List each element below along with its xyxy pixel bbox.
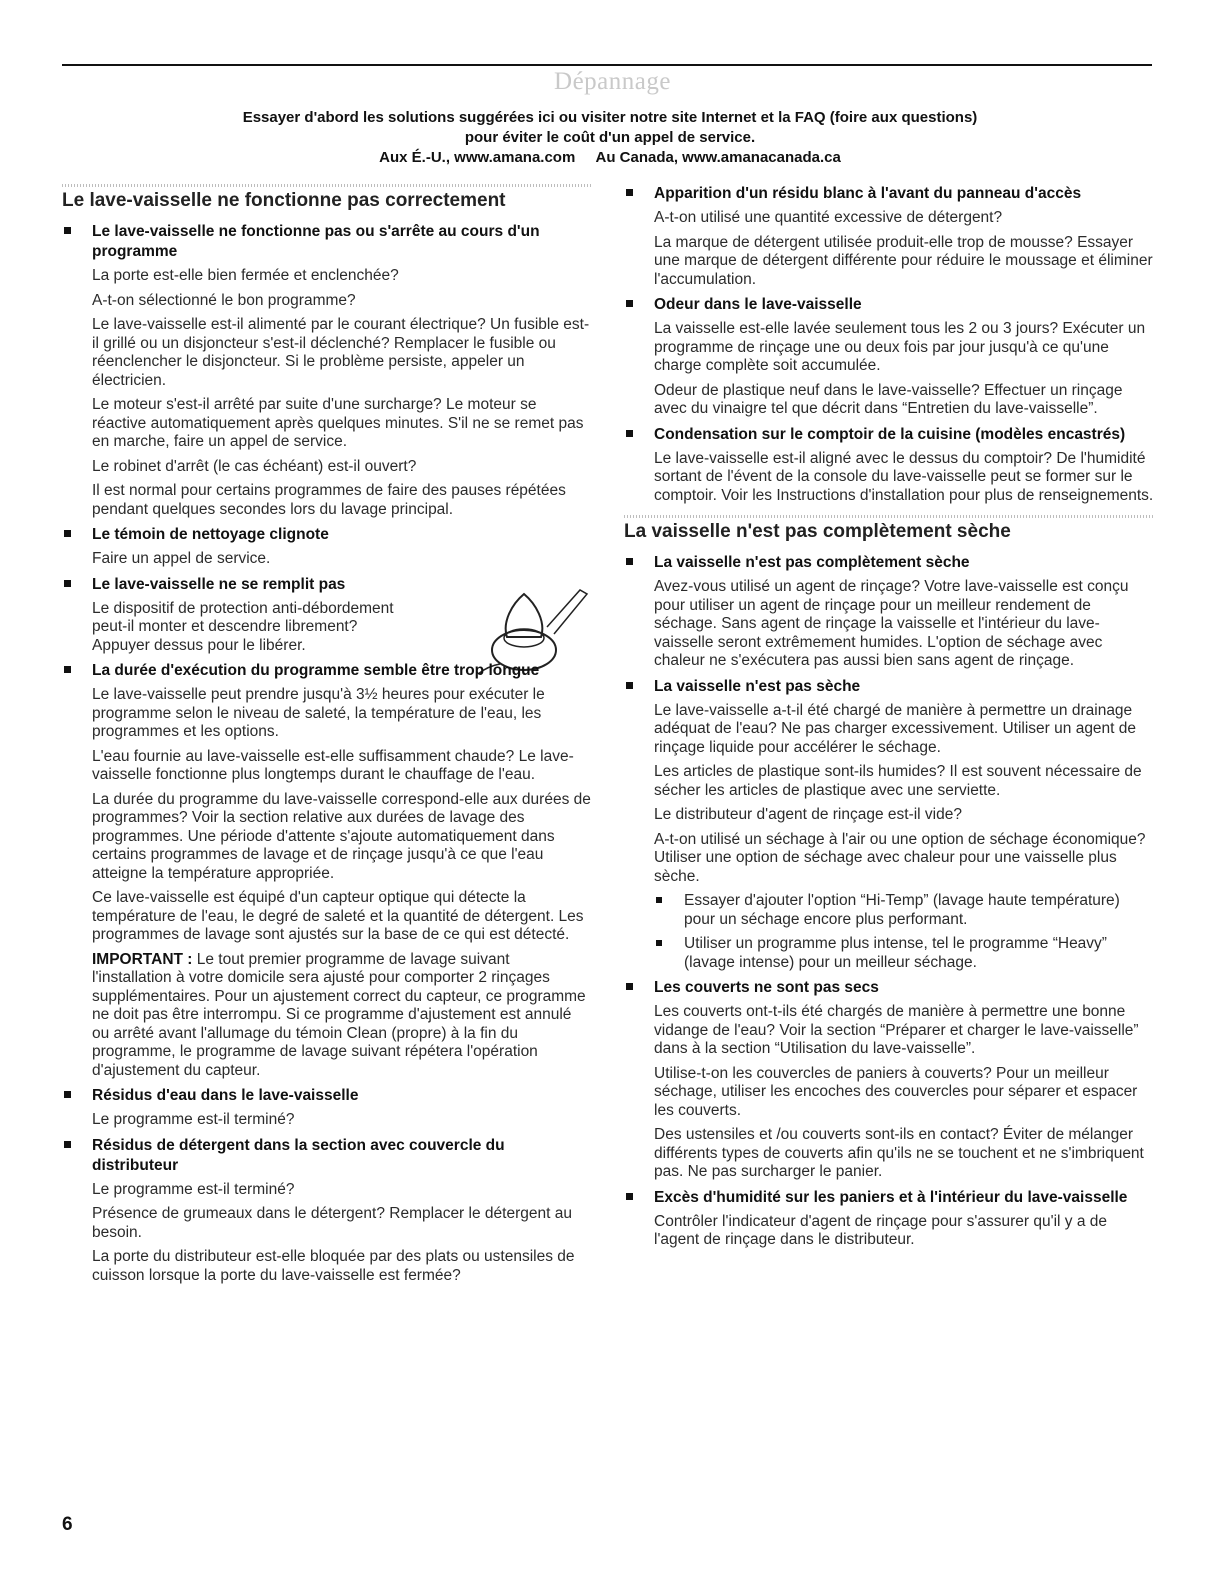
item-text: A-t-on utilisé une quantité excessive de détergent? — [654, 209, 1003, 226]
top-rule — [62, 64, 1152, 66]
list-item — [62, 575, 592, 656]
item-title: Résidus de détergent dans la section avec couvercle du distributeur — [92, 1136, 505, 1174]
intro-urls — [150, 148, 1070, 168]
url-us[interactable]: Aux É.-U., www.amana.com — [379, 149, 576, 166]
item-title: Le lave-vaisselle ne fonctionne pas ou s'arrête au cours d'un programme — [92, 223, 540, 260]
item-title: Les couverts ne sont pas secs — [654, 979, 879, 996]
list-item — [62, 1086, 592, 1130]
item-text: A-t-on sélectionné le bon programme? — [92, 291, 356, 309]
list-item — [62, 525, 592, 569]
square-bullet-icon — [64, 1091, 71, 1098]
item-title: Excès d'humidité sur les paniers et à l'intérieur du lave-vaisselle — [654, 1188, 1128, 1206]
sub-list-item — [654, 935, 1154, 972]
list-item — [624, 184, 1154, 289]
item-text: Le lave-vaisselle est-il alimenté par le courant électrique? Un fusible est-il grillé ou un disjoncteur s'est-il déclenché? Remplacer le fusible ou réenclencher le disjoncteur. Si le problème persiste, appeler un électricien. — [92, 316, 590, 389]
item-text: Le distributeur d'agent de rinçage est-il vide? — [654, 806, 962, 823]
item-title: Le lave-vaisselle ne se remplit pas — [92, 575, 346, 593]
list-item — [624, 553, 1154, 671]
section-divider — [62, 184, 592, 187]
item-text: Le programme est-il terminé? — [92, 1111, 295, 1128]
square-bullet-icon — [626, 1193, 633, 1200]
item-text: Les articles de plastique sont-ils humides? Il est souvent nécessaire de sécher les articles de plastique avec une serviette. — [654, 763, 1142, 799]
square-bullet-icon — [626, 558, 633, 565]
square-bullet-icon — [64, 227, 71, 234]
important-text: Le tout premier programme de lavage suivant l'installation à votre domicile sera ajusté pour comporter 2 rinçages supplémentaires. Pour un ajustement correct du capteur, ce programme ne doit pas être interrompu. Si ce programme d'ajustement est annulé ou arrêté avant l'allumage du témoin Clean (propre) à la fin du programme, le programme de lavage suivant répétera l'opération d'ajustement du capteur. — [92, 950, 586, 1079]
right-column — [624, 184, 1154, 1256]
item-text: La marque de détergent utilisée produit-elle trop de mousse? Essayer une marque de détergent différente pour réduire le moussage et éliminer l'accumulation. — [654, 233, 1153, 288]
square-bullet-icon — [626, 300, 633, 307]
item-text: Utilise-t-on les couvercles de paniers à couverts? Pour un meilleur séchage, utiliser les encoches des couvercles pour séparer et espacer les couverts. — [654, 1064, 1138, 1119]
square-bullet-icon — [64, 580, 71, 587]
list-item — [62, 1136, 592, 1286]
item-title: La vaisselle n'est pas complètement sèche — [654, 554, 970, 571]
item-title: Résidus d'eau dans le lave-vaisselle — [92, 1087, 359, 1104]
item-text: Présence de grumeaux dans le détergent? Remplacer le détergent au besoin. — [92, 1205, 572, 1241]
item-title: Odeur dans le lave-vaisselle — [654, 296, 862, 313]
item-text: Le lave-vaisselle est-il aligné avec le dessus du comptoir? De l'humidité sortant de l'évent de la console du lave-vaisselle peut se former sur le comptoir. Voir les Instructions d'installation pour plus de renseignements. — [654, 449, 1154, 504]
item-text: Faire un appel de service. — [92, 550, 271, 567]
section-title-not-working: Le lave-vaisselle ne fonctionne pas correctement — [62, 190, 506, 211]
item-text: La vaisselle est-elle lavée seulement tous les 2 ou 3 jours? Exécuter un programme de rinçage une ou deux fois par jour jusqu'à ce qu'une charge complète soit accumulée. — [654, 320, 1146, 374]
item-text: Le programme est-il terminé? — [92, 1180, 295, 1198]
square-bullet-icon — [626, 983, 633, 990]
item-text: Le lave-vaisselle peut prendre jusqu'à 3½ heures pour exécuter le programme selon le niveau de saleté, la température de l'eau, les programmes et les options. — [92, 686, 545, 740]
list-item — [62, 661, 592, 1080]
sub-list-item — [654, 892, 1154, 929]
url-ca[interactable]: Au Canada, www.amanacanada.ca — [595, 149, 841, 166]
square-bullet-icon — [626, 682, 633, 689]
section-title-not-dry: La vaisselle n'est pas complètement sèche — [624, 521, 1011, 542]
intro-line-1: Essayer d'abord les solutions suggérées ici ou visiter notre site Internet et la FAQ (foire aux questions) — [242, 109, 978, 126]
item-text: A-t-on utilisé un séchage à l'air ou une option de séchage économique? Utiliser une option de séchage avec chaleur pour une vaisselle plus sèche. — [654, 830, 1146, 885]
left-column — [62, 184, 592, 1291]
item-title: Condensation sur le comptoir de la cuisine (modèles encastrés) — [654, 425, 1126, 443]
square-bullet-icon — [64, 1141, 71, 1148]
list-item — [624, 1188, 1154, 1250]
item-text: Le moteur s'est-il arrêté par suite d'une surcharge? Le moteur se réactive automatiquement après quelques minutes. S'il ne se remet pas en marche, faire un appel de service. — [92, 396, 584, 450]
square-bullet-icon — [626, 189, 633, 196]
item-text: Le dispositif de protection anti-débordement peut-il monter et descendre librement? Appuyer dessus pour le libérer. — [92, 599, 394, 654]
square-bullet-icon — [656, 897, 662, 903]
item-text: Il est normal pour certains programmes de faire des pauses répétées pendant quelques secondes lors du lavage principal. — [92, 482, 566, 518]
square-bullet-icon — [64, 530, 71, 537]
intro-block — [150, 108, 1070, 168]
list-item — [624, 978, 1154, 1182]
square-bullet-icon — [626, 430, 633, 437]
item-text: La durée du programme du lave-vaisselle correspond-elle aux durées de programmes? Voir la section relative aux durées de lavage des programmes. Une période d'attente s'ajoute automatiquement dans certains programmes de lavage et de rinçage jusqu'à ce que l'eau atteigne la température appropriée. — [92, 790, 591, 882]
item-text: La porte est-elle bien fermée et enclenchée? — [92, 267, 399, 284]
item-text: La porte du distributeur est-elle bloquée par des plats ou ustensiles de cuisson lorsque la porte du lave-vaisselle est fermée? — [92, 1248, 575, 1284]
item-title: La durée d'exécution du programme semble être trop longue — [92, 662, 540, 679]
sub-item-text: Utiliser un programme plus intense, tel le programme “Heavy” (lavage intense) pour un meilleur séchage. — [684, 935, 1107, 971]
square-bullet-icon — [64, 666, 71, 673]
list-item — [624, 677, 1154, 973]
section-divider — [624, 515, 1154, 518]
item-text: Avez-vous utilisé un agent de rinçage? Votre lave-vaisselle est conçu pour utiliser un agent de rinçage pour un meilleur rendement de séchage. Sans agent de rinçage la vaisselle et l'intérieur du lave-vaisselle seront extrêmement humides. L'option de séchage avec chaleur ne s'exécutera pas aussi bien sans agent de rinçage. — [654, 578, 1129, 669]
square-bullet-icon — [656, 940, 662, 946]
item-text: Contrôler l'indicateur d'agent de rinçage pour s'assurer qu'il y a de l'agent de rinçage dans le distributeur. — [654, 1212, 1107, 1248]
item-text: L'eau fournie au lave-vaisselle est-elle suffisamment chaude? Le lave-vaisselle fonctionne plus longtemps durant le chauffage de l'eau. — [92, 747, 574, 783]
sub-item-text: Essayer d'ajouter l'option “Hi-Temp” (lavage haute température) pour un séchage encore plus performant. — [684, 892, 1120, 928]
item-text: Ce lave-vaisselle est équipé d'un capteur optique qui détecte la température de l'eau, le degré de saleté et la quantité de détergent. Les programmes de lavage sont ajustés sur la base de ce qui est détecté. — [92, 889, 584, 943]
item-title: Le témoin de nettoyage clignote — [92, 526, 329, 543]
intro-line-2: pour éviter le coût d'un appel de service. — [464, 129, 756, 146]
list-item — [62, 222, 592, 519]
item-text: Les couverts ont-t-ils été chargés de manière à permettre une bonne vidange de l'eau? Voir la section “Préparer et charger le lave-vaisselle” dans à la section “Utilisation du lave-vaisselle”. — [654, 1003, 1139, 1057]
item-text: Des ustensiles et /ou couverts sont-ils en contact? Éviter de mélanger différents types de couverts afin qu'ils ne se touchent et ne s'imbriquent pas. Ne pas surcharger le panier. — [654, 1126, 1144, 1180]
item-title: Apparition d'un résidu blanc à l'avant du panneau d'accès — [654, 185, 1082, 202]
list-item — [624, 425, 1154, 506]
item-text: Le lave-vaisselle a-t-il été chargé de manière à permettre un drainage adéquat de l'eau? Ne pas charger excessivement. Utiliser un agent de rinçage liquide pour accélérer le séchage. — [654, 701, 1137, 756]
item-text-with-figure — [92, 600, 592, 656]
important-label: IMPORTANT : — [92, 950, 193, 968]
list-item — [624, 295, 1154, 419]
page-title: Dépannage — [554, 68, 671, 95]
item-text: Odeur de plastique neuf dans le lave-vaisselle? Effectuer un rinçage avec du vinaigre tel que décrit dans “Entretien du lave-vaisselle”. — [654, 381, 1123, 417]
item-text: Le robinet d'arrêt (le cas échéant) est-il ouvert? — [92, 457, 417, 475]
item-title: La vaisselle n'est pas sèche — [654, 677, 861, 695]
page-number: 6 — [62, 1514, 73, 1535]
item-text-important — [92, 951, 592, 1081]
